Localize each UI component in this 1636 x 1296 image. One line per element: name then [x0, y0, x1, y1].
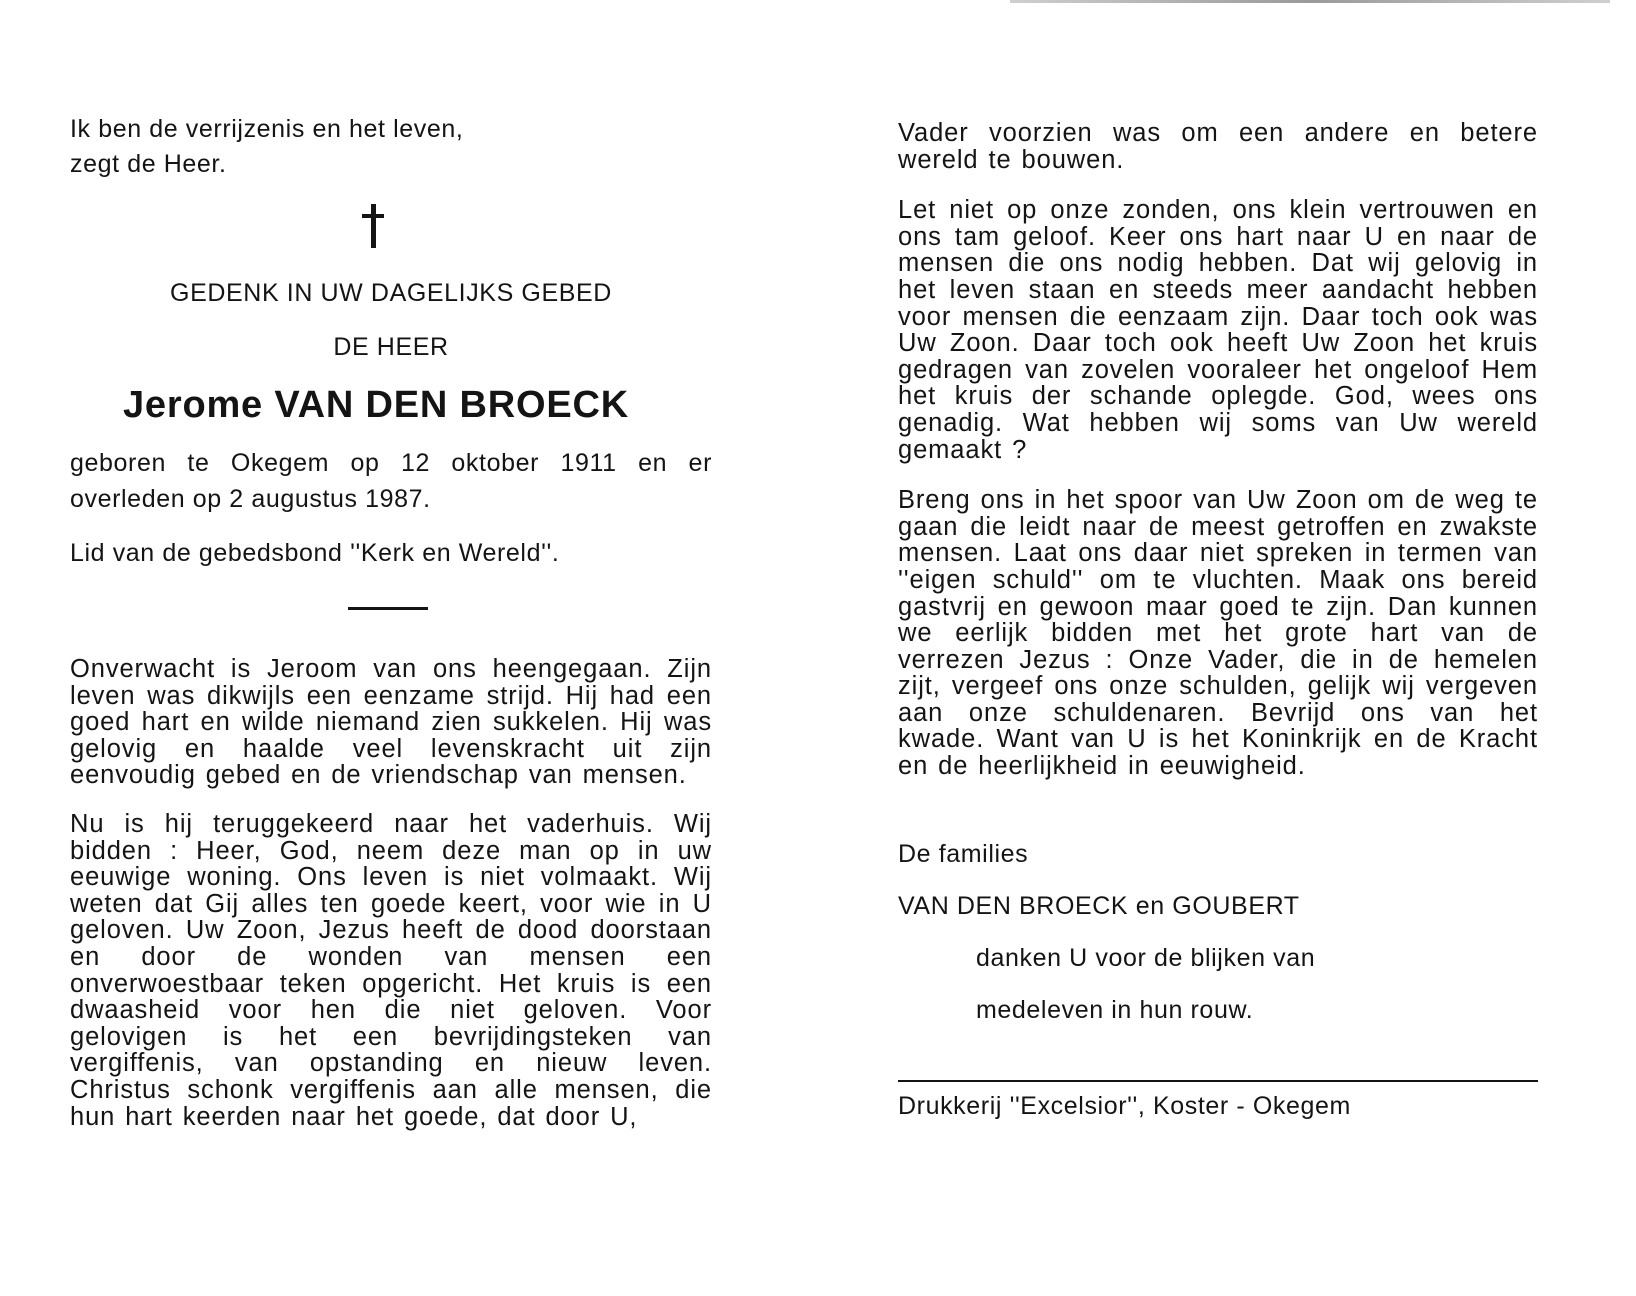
- right-column: [898, 112, 1538, 1121]
- quote-line-1: Ik ben de verrijzenis en het leven,: [70, 115, 464, 143]
- membership-text: Lid van de gebedsbond ''Kerk en Wereld''.: [70, 539, 560, 567]
- families-label: De families: [898, 839, 1029, 868]
- paragraph-5: Breng ons in het spoor van Uw Zoon om de weg te gaan die leidt naar de meest getroffen en zwakste mensen. Laat ons daar niet spreken in termen van ''eigen schuld'' om te vluchten. Maak ons bereid gastvrij en gewoon maar goed te zijn. Dan kunnen we eerlijk bidden met het grote hart van de verrezen Jezus : Onze Vader, die in de hemelen zijt, vergeef ons onze schulden, gelijk wij vergeven aan onze schuldenaren. Bevrijd ons van het kwade. Want van U is het Koninkrijk en de Kracht en de heerlijkheid in eeuwigheid.: [898, 486, 1538, 781]
- divider: [348, 607, 428, 610]
- quote-line-2: zegt de Heer.: [70, 150, 227, 178]
- printer-rule: [898, 1080, 1538, 1082]
- printer-credit: Drukkerij ''Excelsior'', Koster - Okegem: [898, 1091, 1351, 1120]
- top-edge-line: [1010, 0, 1610, 3]
- thanks-line-2: medeleven in hun rouw.: [976, 995, 1254, 1024]
- remember-heading: GEDENK IN UW DAGELIJKS GEBED: [170, 279, 612, 307]
- paragraph-3: Vader voorzien was om een andere en betere wereld te bouwen.: [898, 119, 1538, 174]
- left-column: [70, 112, 712, 1152]
- families-names: VAN DEN BROECK en GOUBERT: [898, 891, 1300, 920]
- cross-icon: [358, 204, 388, 248]
- thanks-block: [898, 828, 1538, 1036]
- paragraph-4: Let niet op onze zonden, ons klein vertrouwen en ons tam geloof. Keer ons hart naar U en naar de mensen die ons nodig hebben. Dat wij gelovig in het leven staan en steeds meer aandacht hebben voor mensen die eenzaam zijn. Daar toch ook was Uw Zoon. Daar toch ook heeft Uw Zoon het kruis gedragen van zovelen vooraleer het ongeloof Hem het kruis der schande oplegde. God, wees ons genadig. Wat hebben wij soms van Uw wereld gemaakt ?: [898, 196, 1538, 464]
- birth-death-text: geboren te Okegem op 12 oktober 1911 en er overleden op 2 augustus 1987.: [70, 449, 712, 513]
- title-de-heer: DE HEER: [333, 333, 449, 361]
- paragraph-2: Nu is hij teruggekeerd naar het vaderhuis. Wij bidden : Heer, God, neem deze man op in uw eeuwige woning. Ons leven is niet volmaakt. Wij weten dat Gij alles ten goede keert, voor wie in U geloven. Uw Zoon, Jezus heeft de dood doorstaan en door de wonden van mensen een onverwoestbaar teken opgericht. Het kruis is een dwaasheid voor hen die niet geloven. Voor gelovigen is het een bevrijdingsteken van vergiffenis, van opstanding en nieuw leven. Christus schonk vergiffenis aan alle mensen, die hun hart keerden naar het goede, dat door U,: [70, 809, 712, 1131]
- deceased-name: Jerome VAN DEN BROECK: [123, 384, 629, 426]
- bible-quote: [70, 112, 712, 182]
- thanks-line-1: danken U voor de blijken van: [976, 943, 1316, 972]
- paragraph-1: Onverwacht is Jeroom van ons heengegaan. Zijn leven was dikwijls een eenzame strijd. Hij had een goed hart en wilde niemand zien sukkelen. Hij was gelovig en haalde veel levenskracht uit zijn eenvoudig gebed en de vriendschap van mensen.: [70, 655, 712, 790]
